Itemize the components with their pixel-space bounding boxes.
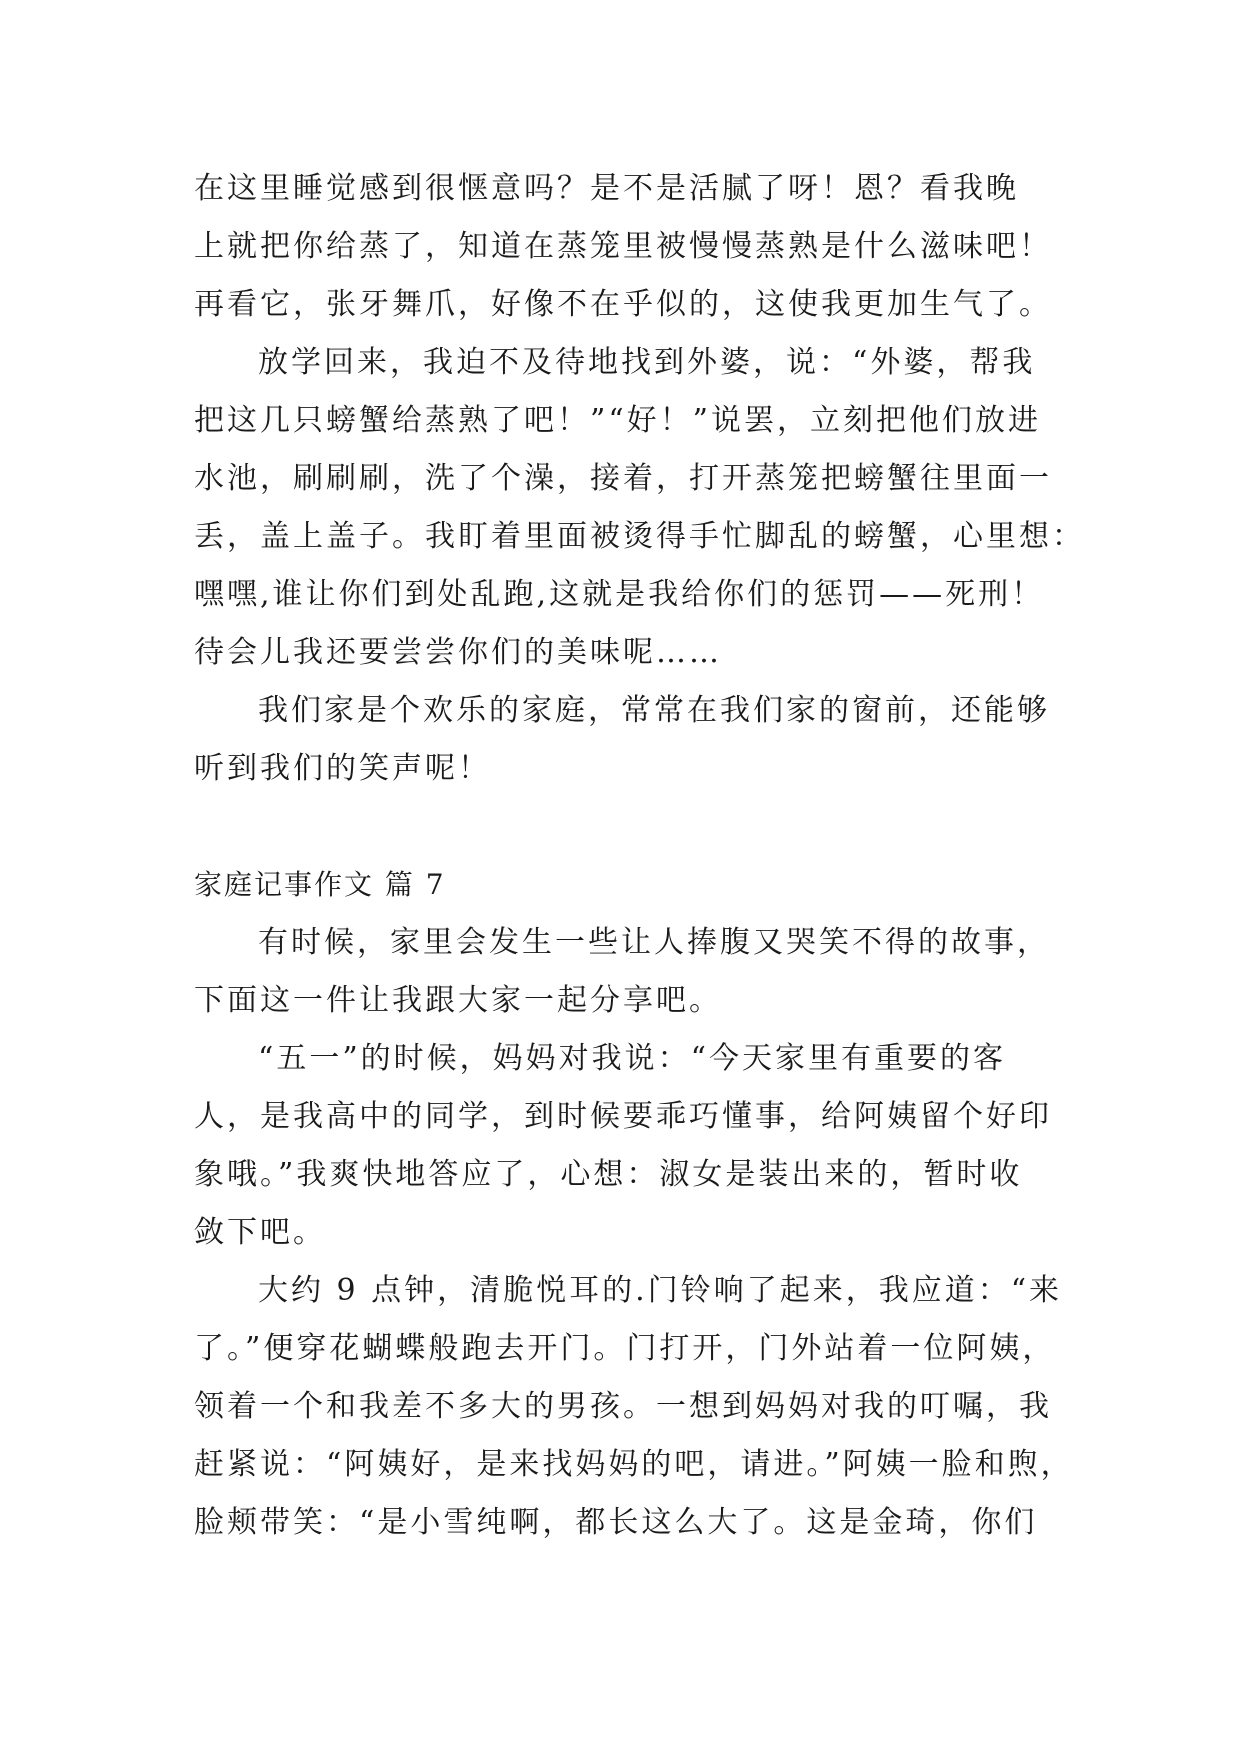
text-line: 领着一个和我差不多大的男孩。一想到妈妈对我的叮嘱，我 [194,1389,1052,1424]
text-line: 在这里睡觉感到很惬意吗？是不是活腻了呀！恩？看我晚 [194,171,1019,206]
paragraph-continued [194,160,1064,334]
text-line: 了。”便穿花蝴蝶般跑去开门。门打开，门外站着一位阿姨， [194,1331,1056,1366]
paragraph-doorbell [194,1262,1074,1552]
text-line: 水池，刷刷刷，洗了个澡，接着，打开蒸笼把螃蟹往里面一 [194,461,1052,496]
text-line: 大约 9 点钟，清脆悦耳的.门铃响了起来，我应道：“来 [258,1273,1063,1308]
text-line: 把这几只螃蟹给蒸熟了吧！”“好！”说罢，立刻把他们放进 [194,403,1042,438]
text-line: 赶紧说：“阿姨好，是来找妈妈的吧，请进。”阿姨一脸和煦， [194,1447,1074,1482]
text-line: 放学回来，我迫不及待地找到外婆，说：“外婆，帮我 [258,345,1036,380]
text-line: 脸颊带笑：“是小雪纯啊，都长这么大了。这是金琦，你们 [194,1505,1038,1540]
paragraph-intro [194,914,1064,1030]
text-line: 再看它，张牙舞爪，好像不在乎似的，这使我更加生气了。 [194,287,1052,322]
text-line: 有时候，家里会发生一些让人捧腹又哭笑不得的故事， [258,925,1050,960]
paragraph-may-day [194,1030,1064,1262]
text-line: 象哦。”我爽快地答应了，心想：淑女是装出来的，暂时收 [194,1157,1023,1192]
paragraph-happy-family [194,682,1064,798]
document-body [194,160,1085,1552]
text-line: 我们家是个欢乐的家庭，常常在我们家的窗前，还能够 [258,693,1050,728]
text-line: “五一”的时候，妈妈对我说：“今天家里有重要的客 [258,1041,1007,1076]
text-line: 丢，盖上盖子。我盯着里面被烫得手忙脚乱的螃蟹，心里想： [194,519,1085,554]
section-title: 家庭记事作文 篇 7 [194,868,446,901]
text-line: 上就把你给蒸了，知道在蒸笼里被慢慢蒸熟是什么滋味吧！ [194,229,1052,264]
text-line: 嘿嘿,谁让你们到处乱跑,这就是我给你们的惩罚——死刑！ [194,577,1045,612]
text-line: 人，是我高中的同学，到时候要乖巧懂事，给阿姨留个好印 [194,1099,1052,1134]
text-line: 待会儿我还要尝尝你们的美味呢…… [194,635,722,670]
text-line: 敛下吧。 [194,1215,326,1250]
text-line: 下面这一件让我跟大家一起分享吧。 [194,983,722,1018]
paragraph-steaming-crabs [194,334,1085,682]
text-line: 听到我们的笑声呢！ [194,751,491,786]
